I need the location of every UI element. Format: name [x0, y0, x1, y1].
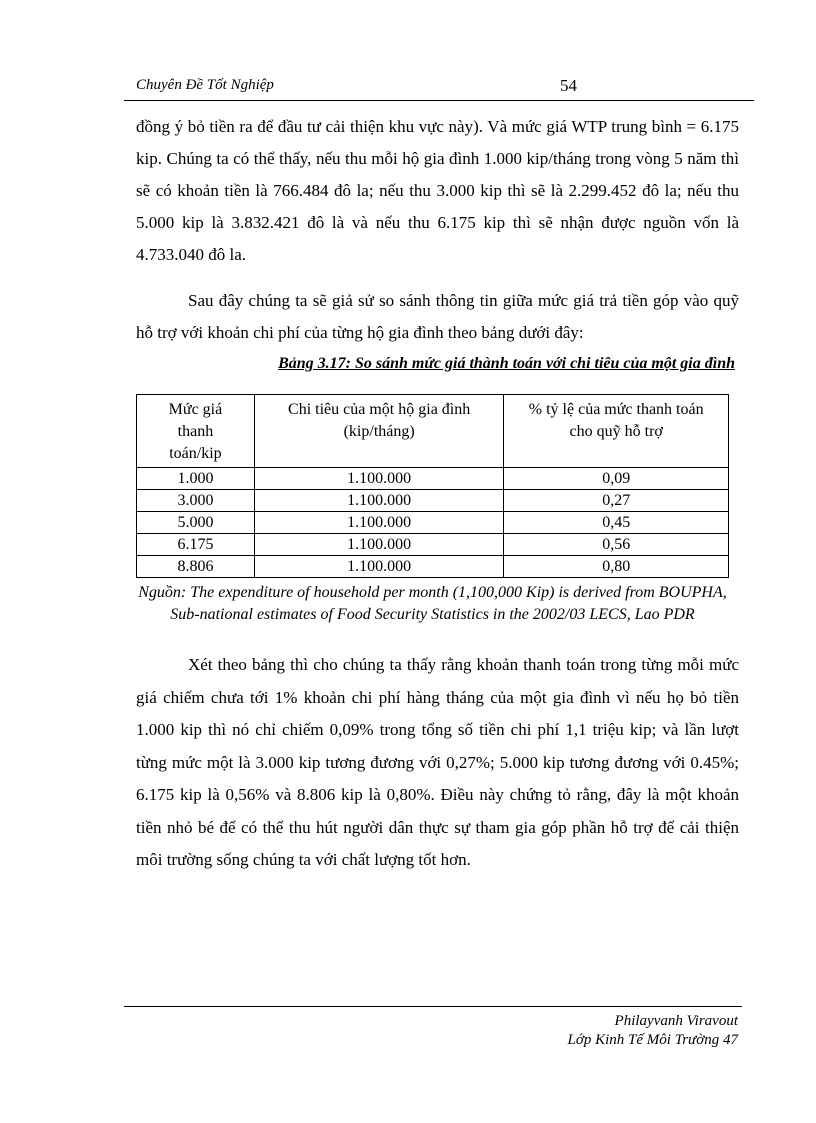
table-row [137, 490, 729, 512]
table-row [137, 468, 729, 490]
page-footer [420, 1012, 738, 1050]
cell-payment: 8.806 [137, 556, 255, 578]
cell-expenditure: 1.100.000 [254, 468, 503, 490]
header-payment-level: Mức giá thanh toán/kip [137, 395, 255, 468]
cell-percentage: 0,80 [504, 556, 729, 578]
cell-expenditure: 1.100.000 [254, 512, 503, 534]
table-row [137, 556, 729, 578]
cell-percentage: 0,27 [504, 490, 729, 512]
comparison-table [136, 394, 729, 578]
table-row [137, 512, 729, 534]
paragraph-table-intro: Sau đây chúng ta sẽ giả sử so sánh thông tin giữa mức giá trả tiền góp vào quỹ hỗ trợ với khoản chi phí của từng hộ gia đình theo bảng dưới đây: [136, 291, 739, 342]
cell-expenditure: 1.100.000 [254, 490, 503, 512]
table-source-note: Nguồn: The expenditure of household per month (1,100,000 Kip) is derived from BOUPHA, Sub-national estimates of Food Security Statistics in the 2002/03 LECS, Lao PDR [138, 584, 727, 623]
page-number: 54 [560, 76, 577, 95]
body-text-bottom [136, 649, 739, 877]
cell-percentage: 0,45 [504, 512, 729, 534]
cell-payment: 3.000 [137, 490, 255, 512]
course-title: Chuyên Đề Tốt Nghiệp [136, 77, 274, 93]
cell-expenditure: 1.100.000 [254, 556, 503, 578]
cell-percentage: 0,09 [504, 468, 729, 490]
paragraph-conclusion: Xét theo bảng thì cho chúng ta thấy rằng khoản thanh toán trong từng mỗi mức giá chiếm chưa tới 1% khoản chi phí hàng tháng của một gia đình vì nếu họ bỏ tiền 1.000 kip thì nó chỉ chiếm 0,09% trong tổng số tiền chi phí 1,1 triệu kip; và lần lượt từng mức một là 3.000 kip tương đương với 0,27%; 5.000 kip tương đương với 0.45%; 6.175 kip là 0,56% và 8.806 kip là 0,80%. Điều này chứng tỏ rằng, đây là một khoản tiền nhỏ bé để có thể thu hút người dân thực sự tham gia góp phần hỗ trợ để cải thiện môi trường sống chúng ta với chất lượng tốt hơn. [136, 655, 739, 869]
cell-payment: 6.175 [137, 534, 255, 556]
page-header [124, 74, 754, 101]
table-header-row [137, 395, 729, 468]
header-household-expenditure: Chi tiêu của một hộ gia đình (kip/tháng) [254, 395, 503, 468]
header-percentage: % tỷ lệ của mức thanh toán cho quỹ hỗ trợ [504, 395, 729, 468]
table-caption: Bảng 3.17: So sánh mức giá thành toán với chi tiêu của một gia đình [278, 355, 735, 372]
cell-expenditure: 1.100.000 [254, 534, 503, 556]
cell-payment: 5.000 [137, 512, 255, 534]
class-name: Lớp Kinh Tế Môi Trường 47 [567, 1032, 738, 1048]
table-row [137, 534, 729, 556]
cell-payment: 1.000 [137, 468, 255, 490]
footer-divider [124, 1006, 742, 1007]
body-text-top [136, 111, 739, 349]
paragraph-wtp-summary: đồng ý bỏ tiền ra để đầu tư cải thiện khu vực này). Và mức giá WTP trung bình = 6.175 kip. Chúng ta có thể thấy, nếu thu mỗi hộ gia đình 1.000 kip/tháng trong vòng 5 năm thì sẽ có khoản tiền là 766.484 đô la; nếu thu 3.000 kip thì sẽ là 2.299.452 đô la; nếu thu 5.000 kip là 3.832.421 đô là và nếu thu 6.175 kip thì sẽ nhận được nguồn vốn là 4.733.040 đô la. [136, 117, 739, 264]
cell-percentage: 0,56 [504, 534, 729, 556]
author-name: Philayvanh Viravout [614, 1013, 738, 1029]
